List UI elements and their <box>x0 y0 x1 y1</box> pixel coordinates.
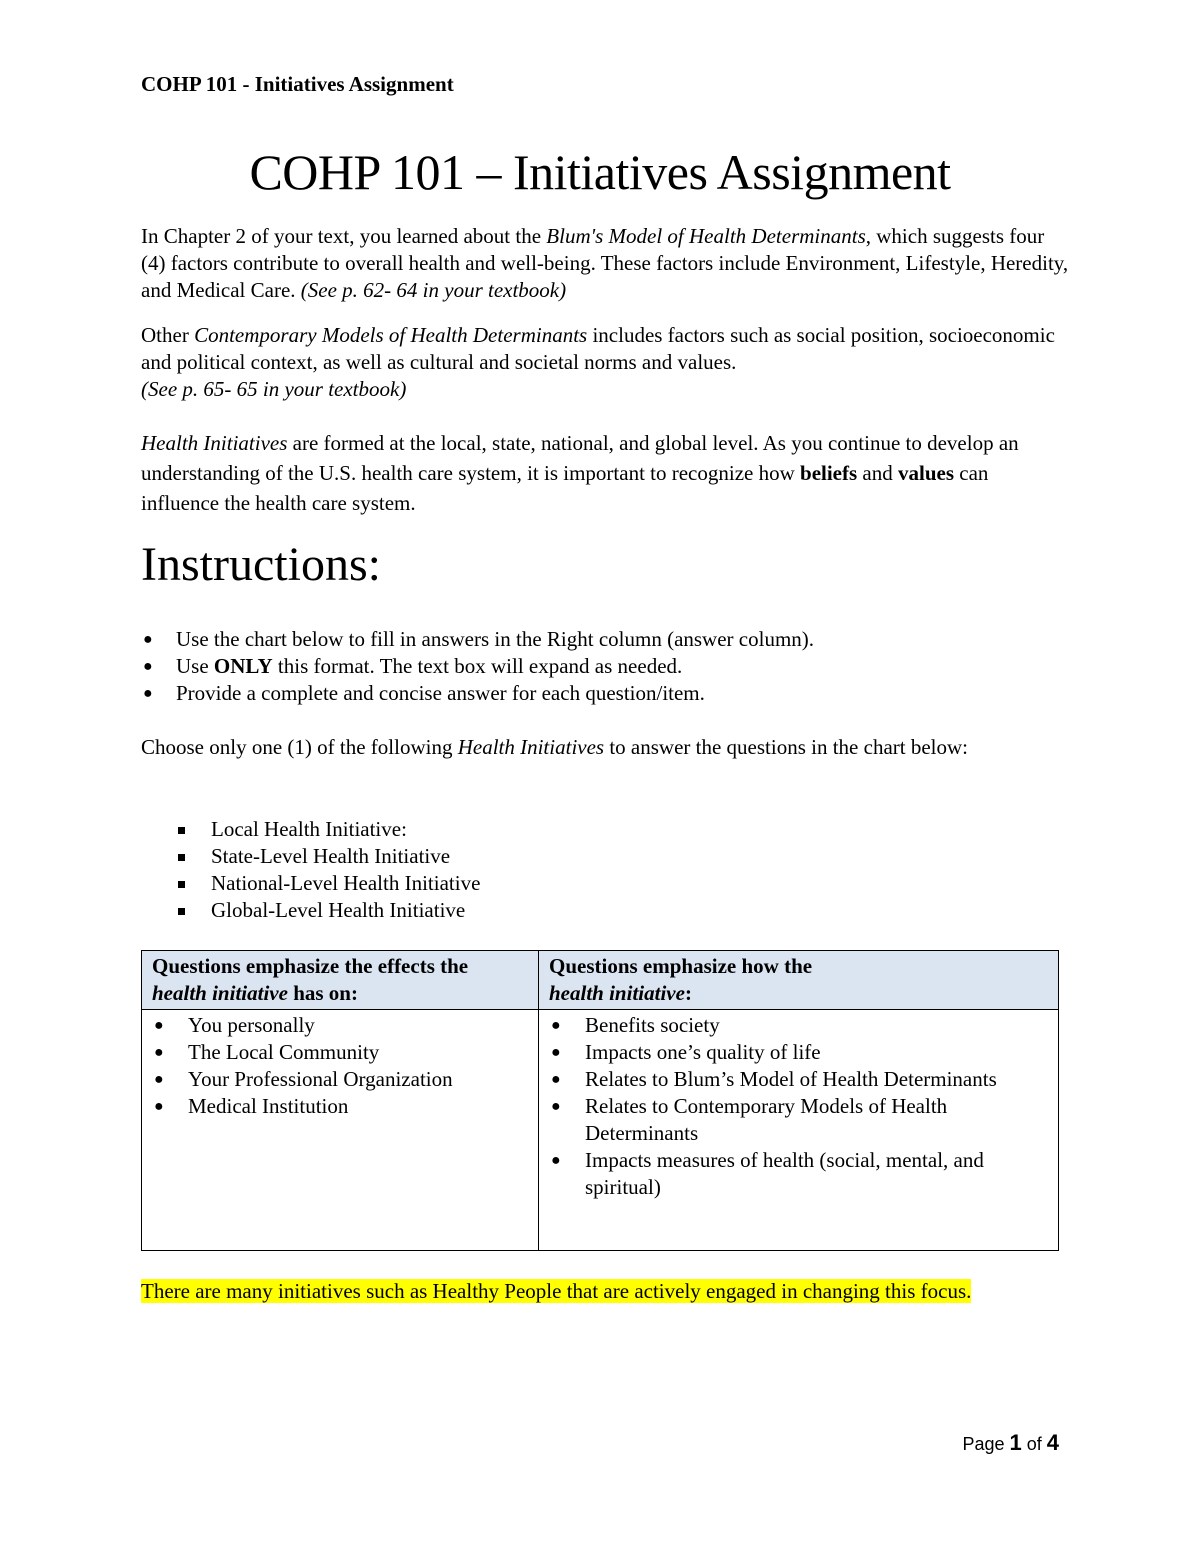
list-item: ● Relates to Blum’s Model of Health Determinants <box>551 1067 997 1091</box>
table-header-row <box>142 951 1059 1010</box>
list-item: ● Impacts measures of health (social, mental, and spiritual) <box>551 1148 984 1199</box>
list-item: ● Relates to Contemporary Models of Health Determinants <box>551 1094 948 1145</box>
list-item: Global-Level Health Initiative <box>175 897 480 924</box>
list-item: State-Level Health Initiative <box>175 843 480 870</box>
effects-cell[interactable] <box>142 1010 539 1251</box>
how-cell[interactable] <box>539 1010 1059 1251</box>
list-item: ● Provide a complete and concise answer for each question/item. <box>143 681 705 705</box>
bullet-icon: ● <box>154 1044 164 1061</box>
instructions-heading: Instructions: <box>141 538 381 591</box>
table-row <box>142 1010 1059 1251</box>
column-header-how: Questions emphasize how the health initiative: <box>539 951 1059 1010</box>
intro-paragraph-contemporary: Other Contemporary Models of Health Determinants includes factors such as social position, socioeconomic and political context, as well as cultural and societal norms and values. (See p. 65- 65 in your textbook) <box>141 323 1055 401</box>
bullet-icon: ● <box>551 1152 561 1169</box>
list-item: ● Your Professional Organization <box>154 1067 453 1091</box>
instructions-list <box>141 626 1071 707</box>
list-item: ● Use ONLY this format. The text box will expand as needed. <box>143 654 683 678</box>
bullet-icon: ● <box>143 658 153 675</box>
questions-chart <box>141 950 1059 1251</box>
bullet-icon: ● <box>143 685 153 702</box>
page-number: Page 1 of 4 <box>962 1430 1059 1455</box>
bullet-icon: ● <box>154 1098 164 1115</box>
list-item: ● Medical Institution <box>154 1094 349 1118</box>
bullet-icon: ● <box>154 1071 164 1088</box>
list-item: ● Benefits society <box>551 1013 720 1037</box>
square-bullet-icon <box>178 854 185 861</box>
square-bullet-icon <box>178 908 185 915</box>
intro-paragraph-blum: In Chapter 2 of your text, you learned about the Blum's Model of Health Determinants, which suggests four (4) factors contribute to overall health and well-being. These factors include Environment, Lifestyle, Heredity, and Medical Care. (See p. 62- 64 in your textbook) <box>141 224 1069 302</box>
bullet-icon: ● <box>551 1098 561 1115</box>
list-item: ● Impacts one’s quality of life <box>551 1040 821 1064</box>
list-item: Local Health Initiative: <box>175 816 480 843</box>
running-header: COHP 101 - Initiatives Assignment <box>141 72 454 96</box>
choose-initiative-paragraph: Choose only one (1) of the following Health Initiatives to answer the questions in the chart below: <box>141 735 969 759</box>
highlighted-note: There are many initiatives such as Healthy People that are actively engaged in changing this focus. <box>141 1279 972 1303</box>
intro-paragraph-initiatives: Health Initiatives are formed at the local, state, national, and global level. As you continue to develop an understanding of the U.S. health care system, it is important to recognize how beliefs and values can influence the health care system. <box>141 431 1019 515</box>
how-list <box>549 1012 1048 1201</box>
square-bullet-icon <box>178 881 185 888</box>
bullet-icon: ● <box>154 1017 164 1034</box>
square-bullet-icon <box>178 827 185 834</box>
initiative-levels-list <box>175 816 480 924</box>
list-item: ● The Local Community <box>154 1040 380 1064</box>
effects-list <box>152 1012 528 1120</box>
bullet-icon: ● <box>551 1044 561 1061</box>
bullet-icon: ● <box>143 631 153 648</box>
list-item: ● Use the chart below to fill in answers in the Right column (answer column). <box>143 627 815 651</box>
column-header-effects: Questions emphasize the effects the health initiative has on: <box>142 951 539 1010</box>
bullet-icon: ● <box>551 1071 561 1088</box>
page-title: COHP 101 – Initiatives Assignment <box>249 144 951 200</box>
list-item: ● You personally <box>154 1013 315 1037</box>
bullet-icon: ● <box>551 1017 561 1034</box>
list-item: National-Level Health Initiative <box>175 870 480 897</box>
